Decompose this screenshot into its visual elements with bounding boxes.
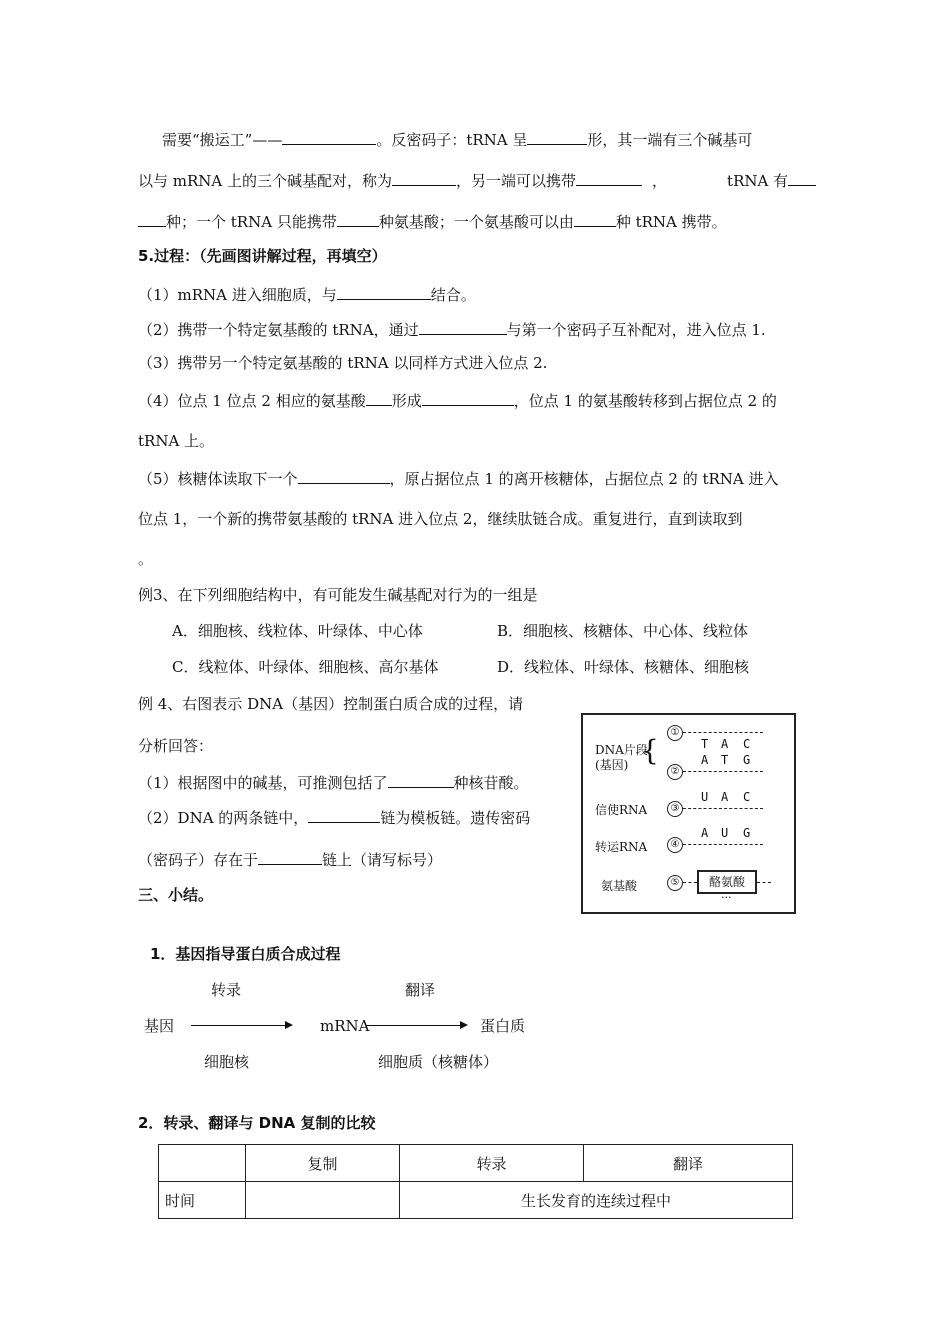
answer-blank[interactable]: [419, 318, 507, 335]
strand-4-number: ④: [667, 837, 683, 853]
base: T: [721, 753, 729, 767]
example4-part3: [138, 848, 442, 870]
cytoplasm-label: 细胞质（核糖体）: [378, 1053, 499, 1071]
text: （密码子）存在于: [138, 851, 259, 869]
step3: （3）携带另一个特定氨基酸的 tRNA 以同样方式进入位点 2.: [138, 354, 548, 372]
text: 种；一个 tRNA 只能携带: [166, 213, 337, 231]
step4: [138, 389, 777, 411]
text: 以与 mRNA 上的三个碱基配对，称为: [138, 172, 393, 190]
answer-blank[interactable]: [282, 128, 376, 145]
base: A: [701, 826, 709, 840]
answer-blank[interactable]: [527, 128, 587, 145]
section5-title: 5.过程：（先画图讲解过程，再填空）: [138, 247, 387, 265]
base: A: [721, 790, 729, 804]
answer-blank[interactable]: [258, 848, 322, 865]
base: A: [721, 737, 729, 751]
text: （1）根据图中的碱基，可推测包括了: [138, 774, 388, 792]
text: （4）位点 1 位点 2 相应的氨基酸: [138, 392, 366, 410]
text: 需要“搬运工”——: [162, 131, 283, 149]
example4-question-cont: 分析回答：: [138, 737, 214, 755]
example4-question: 例 4、右图表示 DNA（基因）控制蛋白质合成的过程，请: [138, 695, 524, 713]
text: 。反密码子：tRNA 呈: [376, 131, 528, 149]
gene-label: (基因): [595, 758, 629, 772]
answer-blank[interactable]: [308, 806, 380, 823]
brace-icon: {: [641, 734, 659, 767]
ellipsis: ···: [721, 891, 732, 904]
gene-text: 基因: [144, 1017, 175, 1035]
mrna-line: [683, 808, 763, 809]
text: 链上（请写标号）: [322, 851, 443, 869]
strand-1-line: [683, 732, 763, 733]
text: ，另一端可以携带: [456, 172, 577, 190]
answer-blank[interactable]: [574, 210, 616, 227]
table-header-cell: [159, 1145, 246, 1182]
dna-protein-diagram: [581, 713, 796, 914]
base: C: [743, 790, 751, 804]
base: U: [701, 790, 709, 804]
answer-blank[interactable]: [576, 169, 642, 186]
option-b[interactable]: B．细胞核、核糖体、中心体、线粒体: [497, 622, 749, 640]
text: 形成: [391, 392, 422, 410]
base: U: [721, 826, 729, 840]
text: 形，其一端有三个碱基可: [587, 131, 753, 149]
table-cell: 时间: [159, 1182, 246, 1219]
protein-text: 蛋白质: [480, 1017, 526, 1035]
aa-line-right: [757, 882, 771, 883]
text: 种核苷酸。: [453, 774, 529, 792]
answer-blank[interactable]: [422, 389, 514, 406]
table-header-cell: 翻译: [584, 1145, 793, 1182]
step4-cont: tRNA 上。: [138, 432, 215, 450]
step5: [138, 467, 779, 489]
text: 结合。: [430, 286, 476, 304]
answer-blank[interactable]: [298, 467, 390, 484]
table-header-cell: 转录: [400, 1145, 584, 1182]
table-row: [159, 1182, 793, 1219]
transcription-label: 转录: [211, 981, 242, 999]
base: A: [701, 753, 709, 767]
para1-line2: [138, 169, 816, 191]
step1: [138, 283, 476, 305]
example4-part2: [138, 806, 530, 828]
strand-5-number: ⑤: [667, 875, 683, 891]
example3-question: 例3、在下列细胞结构中，有可能发生碱基配对行为的一组是: [138, 586, 538, 604]
option-a[interactable]: A．细胞核、线粒体、叶绿体、中心体: [172, 622, 423, 640]
answer-blank[interactable]: [337, 283, 431, 300]
text: 链为模板链。遗传密码: [380, 809, 531, 827]
base: G: [743, 753, 751, 767]
translation-label: 翻译: [405, 981, 436, 999]
base: G: [743, 826, 751, 840]
strand-1-number: ①: [667, 725, 683, 741]
strand-2-number: ②: [667, 764, 683, 780]
comparison-table: [158, 1144, 793, 1219]
example4-part1: [138, 771, 529, 793]
answer-blank[interactable]: [388, 771, 454, 788]
text: （2）DNA 的两条链中，: [138, 809, 309, 827]
para1-line1: [162, 128, 752, 150]
text: （5）核糖体读取下一个: [138, 470, 298, 488]
answer-blank[interactable]: [366, 389, 392, 406]
amino-acid-label: 氨基酸: [601, 879, 638, 893]
summary-heading-2: 2．转录、翻译与 DNA 复制的比较: [138, 1114, 376, 1132]
text: （2）携带一个特定氨基酸的 tRNA，通过: [138, 321, 419, 339]
tyrosine-box: 酪氨酸: [697, 870, 757, 894]
strand-2-line: [683, 771, 763, 772]
mrna-label: 信使RNA: [595, 803, 648, 817]
summary-heading-1: 1．基因指导蛋白质合成过程: [150, 945, 341, 963]
text: 种 tRNA 携带。: [615, 213, 727, 231]
text: ，原占据位点 1 的离开核糖体，占据位点 2 的 tRNA 进入: [389, 470, 779, 488]
answer-blank[interactable]: [138, 210, 166, 227]
nucleus-label: 细胞核: [204, 1053, 250, 1071]
text: ，: [652, 172, 668, 190]
base: T: [701, 737, 709, 751]
step5-end: 。: [138, 550, 154, 568]
table-cell[interactable]: [246, 1182, 400, 1219]
text: 种氨基酸；一个氨基酸可以由: [378, 213, 574, 231]
arrow-icon: [366, 1025, 466, 1026]
text: tRNA 有: [727, 172, 789, 190]
answer-blank[interactable]: [788, 169, 816, 186]
trna-label: 转运RNA: [595, 840, 648, 854]
summary-title: 三、小结。: [138, 886, 214, 904]
strand-3-number: ③: [667, 801, 683, 817]
answer-blank[interactable]: [337, 210, 379, 227]
para1-line3: [138, 210, 727, 232]
arrow-icon: [191, 1025, 291, 1026]
option-c[interactable]: C．线粒体、叶绿体、细胞核、高尔基体: [172, 658, 439, 676]
dna-fragment-label: DNA片段: [595, 743, 648, 757]
trna-line: [683, 844, 763, 845]
text: ，位点 1 的氨基酸转移到占据位点 2 的: [513, 392, 777, 410]
table-cell: 生长发育的连续过程中: [400, 1182, 793, 1219]
table-header-cell: 复制: [246, 1145, 400, 1182]
text: （1）mRNA 进入细胞质，与: [138, 286, 337, 304]
table-header-row: [159, 1145, 793, 1182]
aa-line-left: [683, 882, 697, 883]
answer-blank[interactable]: [392, 169, 456, 186]
mrna-text: mRNA: [320, 1017, 370, 1035]
base: C: [743, 737, 751, 751]
step2: [138, 318, 766, 340]
text: 与第一个密码子互补配对，进入位点 1.: [506, 321, 766, 339]
step5-cont: 位点 1，一个新的携带氨基酸的 tRNA 进入位点 2，继续肽链合成。重复进行，直到读取到: [138, 510, 743, 528]
option-d[interactable]: D．线粒体、叶绿体、核糖体、细胞核: [497, 658, 750, 676]
